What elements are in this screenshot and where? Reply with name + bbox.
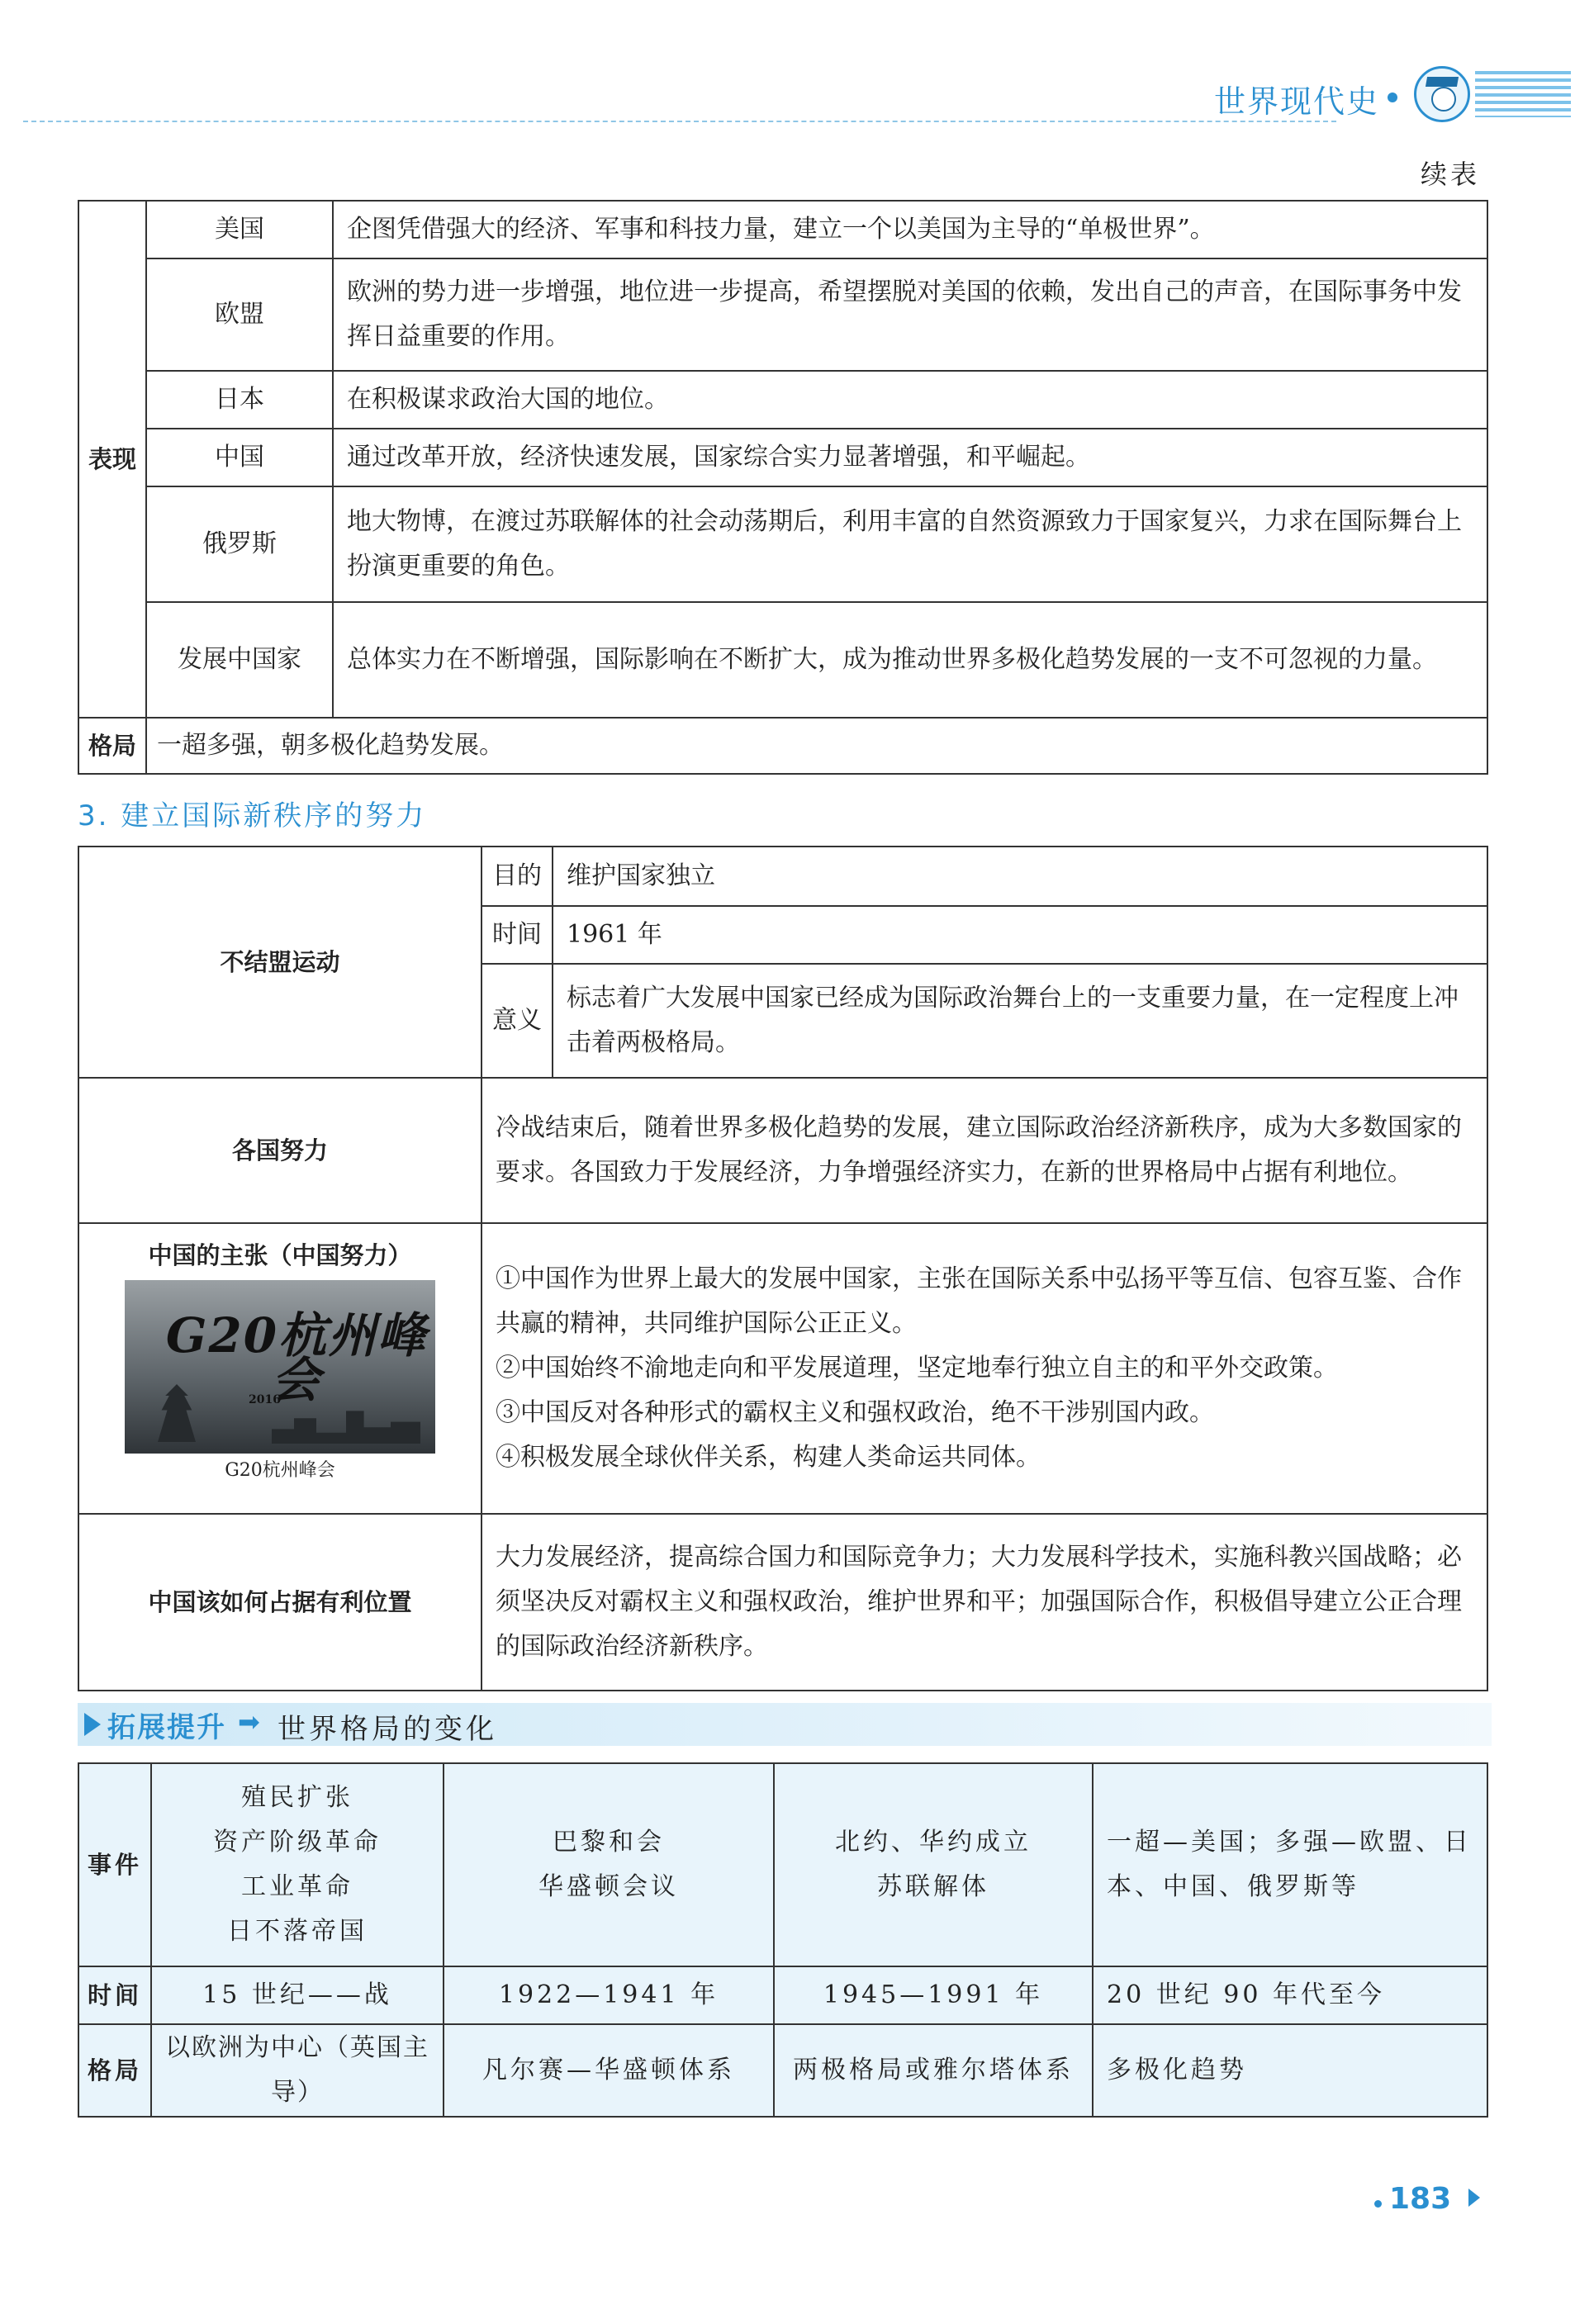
scholar-avatar-icon <box>1414 66 1470 122</box>
nam-label: 不结盟运动 <box>78 847 482 1078</box>
table-row <box>78 718 1487 774</box>
event-cell <box>774 1763 1093 1966</box>
event-item: 资产阶级革命 <box>213 1828 382 1857</box>
event-cell <box>1093 1763 1487 1966</box>
photo-year: 2016 <box>249 1393 281 1406</box>
time-cell: 20 世纪 90 年代至今 <box>1093 1966 1487 2024</box>
table-row <box>78 1966 1487 2024</box>
event-item: 工业革命 <box>241 1872 353 1901</box>
pattern-label: 格局 <box>78 2024 151 2117</box>
china-points <box>482 1223 1487 1514</box>
china-label: 中国的主张（中国努力） <box>148 1241 412 1269</box>
event-cell <box>444 1763 774 1966</box>
purpose-label: 目的 <box>482 847 553 906</box>
continued-label: 续表 <box>1421 159 1481 190</box>
time-text: 1961 年 <box>553 906 1487 964</box>
event-item: 殖民扩张 <box>241 1783 353 1812</box>
actor-text: 欧洲的势力进一步增强，地位进一步提高，希望摆脱对美国的依赖，发出自己的声音，在国际事务中发挥日益重要的作用。 <box>333 258 1487 371</box>
table-row <box>78 258 1487 371</box>
actor-name: 日本 <box>146 371 333 429</box>
actor-text: 企图凭借强大的经济、军事和科技力量，建立一个以美国为主导的“单极世界”。 <box>333 201 1487 258</box>
actor-name: 欧盟 <box>146 258 333 371</box>
actor-text: 地大物博，在渡过苏联解体的社会动荡期后，利用丰富的自然资源致力于国家复兴，力求在国际舞台上扮演更重要的角色。 <box>333 486 1487 602</box>
table-row <box>78 486 1487 602</box>
list-item: ④积极发展全球伙伴关系，构建人类命运共同体。 <box>496 1443 1041 1472</box>
position-text: 大力发展经济，提高综合国力和国际竞争力；大力发展科学技术，实施科教兴国战略；必须坚决反对霸权主义和强权政治，维护世界和平；加强国际合作，积极倡导建立公正合理的国际政治经济新秩序。 <box>482 1514 1487 1691</box>
pattern-cell: 多极化趋势 <box>1093 2024 1487 2117</box>
actor-name: 美国 <box>146 201 333 258</box>
purpose-text: 维护国家独立 <box>553 847 1487 906</box>
g20-summit-photo <box>125 1280 435 1454</box>
time-cell: 1922—1941 年 <box>444 1966 774 2024</box>
actor-name: 发展中国家 <box>146 602 333 718</box>
table-row <box>78 602 1487 718</box>
extension-title: 世界格局的变化 <box>278 1713 497 1746</box>
table-row <box>78 201 1487 258</box>
meaning-label: 意义 <box>482 964 553 1078</box>
header-dot-icon <box>1388 92 1397 102</box>
position-label: 中国该如何占据有利位置 <box>78 1514 482 1691</box>
header-stripes-decoration <box>1475 71 1571 117</box>
actor-name: 俄罗斯 <box>146 486 333 602</box>
table-row <box>78 1223 1487 1514</box>
time-cell: 1945—1991 年 <box>774 1966 1093 2024</box>
pattern-label: 格局 <box>78 718 146 774</box>
new-order-table <box>78 846 1488 1691</box>
actor-name: 中国 <box>146 429 333 486</box>
arrow-right-icon: ➡ <box>238 1706 260 1738</box>
event-item: 日不落帝国 <box>227 1917 368 1946</box>
time-label: 时间 <box>482 906 553 964</box>
pattern-cell: 凡尔赛—华盛顿体系 <box>444 2024 774 2117</box>
header-divider <box>23 121 1336 122</box>
table-row <box>78 429 1487 486</box>
table-row <box>78 1763 1487 1966</box>
china-cell <box>78 1223 482 1514</box>
group-label: 表现 <box>78 201 146 718</box>
actor-text: 总体实力在不断增强，国际影响在不断扩大，成为推动世界多极化趋势发展的一支不可忽视的力量。 <box>333 602 1487 718</box>
pattern-cell: 以欧洲为中心（英国主导） <box>151 2024 444 2117</box>
time-cell: 15 世纪——战 <box>151 1966 444 2024</box>
pattern-cell: 两极格局或雅尔塔体系 <box>774 2024 1093 2117</box>
photo-caption: G20杭州峰会 <box>225 1460 335 1481</box>
table-row <box>78 1514 1487 1691</box>
photo-calligraphy: G20杭州峰会 <box>165 1307 428 1408</box>
event-item: 苏联解体 <box>877 1872 989 1901</box>
triangle-bullet-icon <box>84 1713 101 1736</box>
actor-text: 在积极谋求政治大国的地位。 <box>333 371 1487 429</box>
time-label: 时间 <box>78 1966 151 2024</box>
efforts-text: 冷战结束后，随着世界多极化趋势的发展，建立国际政治经济新秩序，成为大多数国家的要求。各国致力于发展经济，力争增强经济实力，在新的世界格局中占据有利地位。 <box>482 1078 1487 1223</box>
running-header-title: 世界现代史 <box>1214 83 1380 120</box>
event-cell <box>151 1763 444 1966</box>
table-row <box>78 371 1487 429</box>
table-row <box>78 2024 1487 2117</box>
event-item: 巴黎和会 <box>553 1828 665 1857</box>
page-number: 183 <box>1389 2182 1452 2216</box>
pattern-text: 一超多强，朝多极化趋势发展。 <box>146 718 1487 774</box>
event-item: 北约、华约成立 <box>835 1828 1032 1857</box>
world-pattern-change-table <box>78 1762 1488 2118</box>
list-item: ③中国反对各种形式的霸权主义和强权政治，绝不干涉别国内政。 <box>496 1398 1214 1427</box>
meaning-text: 标志着广大发展中国家已经成为国际政治舞台上的一支重要力量，在一定程度上冲击着两极格局。 <box>553 964 1487 1078</box>
list-item: ①中国作为世界上最大的发展中国家，主张在国际关系中弘扬平等互信、包容互鉴、合作共赢的精神，共同维护国际公正正义。 <box>496 1264 1462 1338</box>
world-pattern-table <box>78 200 1488 775</box>
event-item: 华盛顿会议 <box>538 1872 679 1901</box>
table-row <box>78 847 1487 906</box>
page-arrow-icon <box>1468 2189 1480 2207</box>
list-item: ②中国始终不渝地走向和平发展道理，坚定地奉行独立自主的和平外交政策。 <box>496 1354 1338 1383</box>
actor-text: 通过改革开放，经济快速发展，国家综合实力显著增强，和平崛起。 <box>333 429 1487 486</box>
event-label: 事件 <box>78 1763 151 1966</box>
extension-label: 拓展提升 <box>107 1711 226 1744</box>
page-dot-icon <box>1374 2200 1382 2208</box>
efforts-label: 各国努力 <box>78 1078 482 1223</box>
skyline-silhouette <box>272 1407 420 1444</box>
section-heading: 3. 建立国际新秩序的努力 <box>78 799 427 832</box>
table-row <box>78 1078 1487 1223</box>
event-item: 一超—美国；多强—欧盟、日本、中国、俄罗斯等 <box>1107 1828 1472 1901</box>
